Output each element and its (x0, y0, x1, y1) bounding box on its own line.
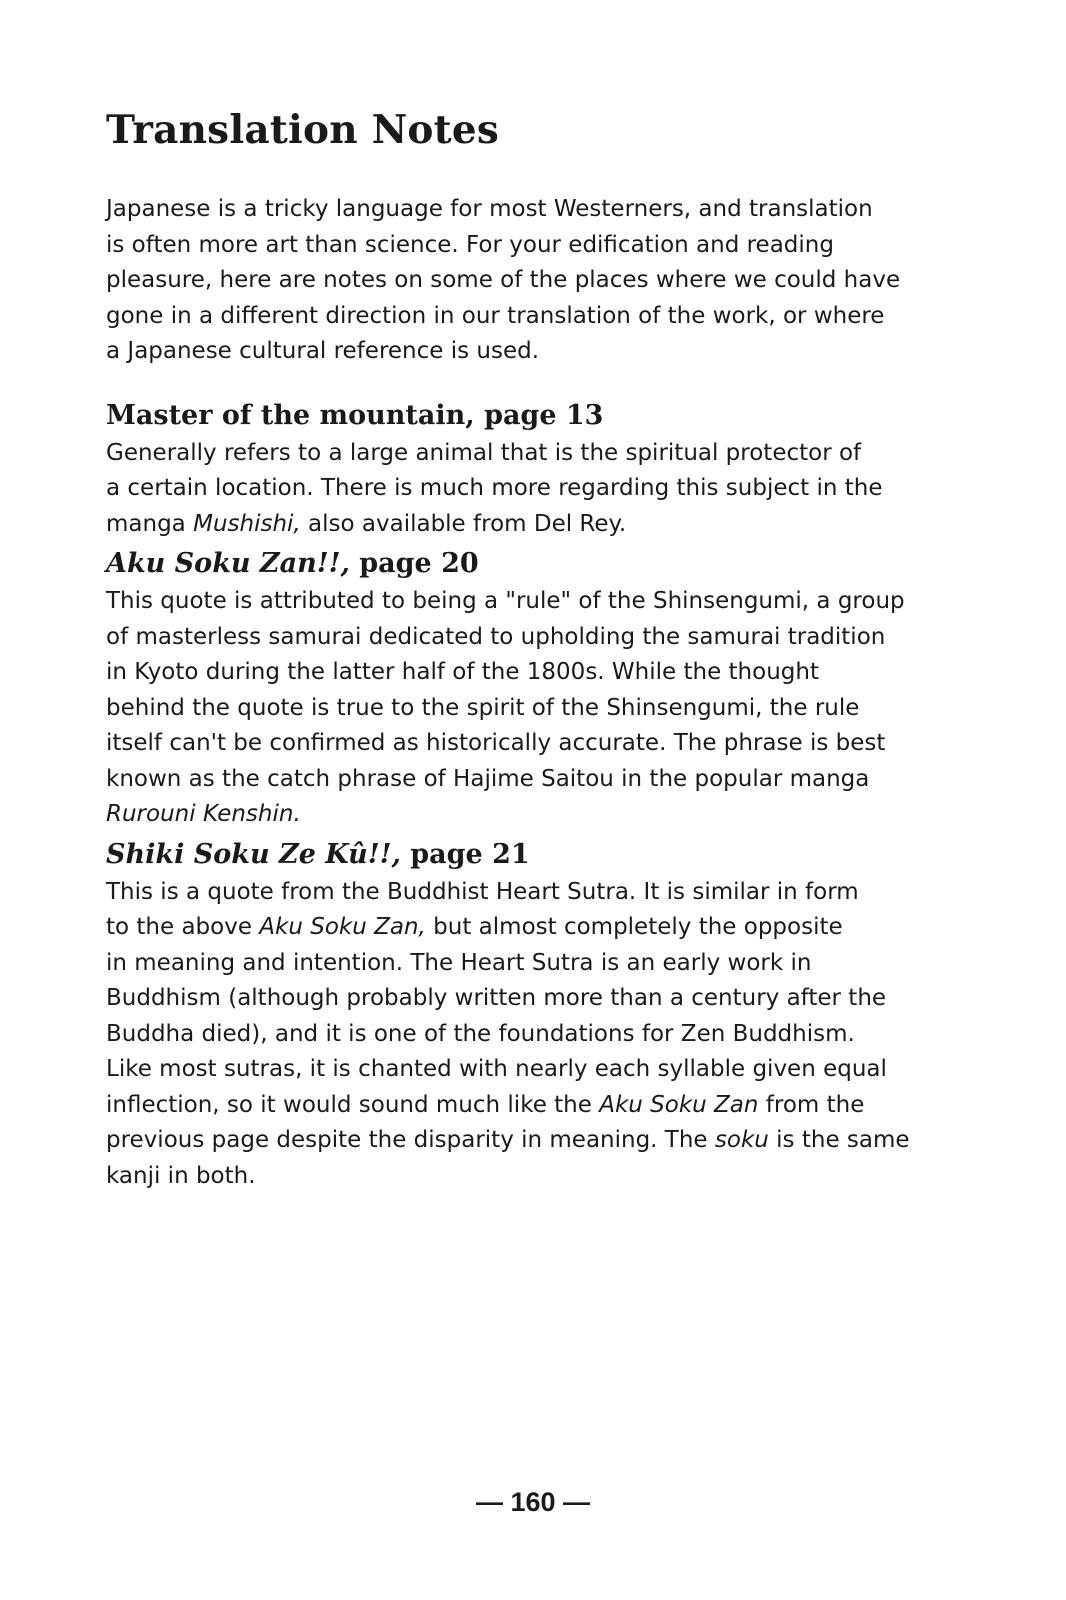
italic-term: Aku Soku Zan (599, 1091, 759, 1118)
note-body (106, 875, 976, 1195)
note-term: Aku Soku Zan!!, (106, 548, 350, 579)
note-page-ref: page 13 (484, 399, 604, 431)
note-line: kanji in both. (106, 1162, 256, 1189)
note-line (106, 1088, 976, 1124)
note-line: Buddhism (although probably written more than a century after the (106, 985, 887, 1011)
line-text: is the same (768, 1127, 910, 1153)
note-line: a certain location. There is much more regarding this subject in the (106, 475, 883, 501)
translation-note (106, 544, 976, 833)
note-line (106, 910, 976, 946)
line-text: manga (106, 510, 194, 537)
note-line: in Kyoto during the latter half of the 1800s. While the thought (106, 659, 819, 685)
note-line: Buddha died), and it is one of the foundations for Zen Buddhism. (106, 1020, 855, 1047)
note-term: Shiki Soku Ze Kû!!, (106, 838, 401, 870)
line-text: previous page despite the disparity in meaning. The (106, 1127, 715, 1153)
note-body (106, 436, 976, 543)
note-line: Like most sutras, it is chanted with nearly each syllable given equal (106, 1056, 887, 1082)
note-heading (106, 396, 976, 436)
intro-line: a Japanese cultural reference is used. (106, 338, 540, 364)
note-line: This is a quote from the Buddhist Heart Sutra. It is similar in form (106, 878, 859, 905)
note-line: Generally refers to a large animal that is the spiritual protector of (106, 439, 862, 466)
italic-term: soku (714, 1127, 769, 1153)
page-title: Translation Notes (106, 107, 500, 153)
intro-line: is often more art than science. For your edification and reading (106, 231, 834, 258)
intro-line: pleasure, here are notes on some of the places where we could have (106, 267, 901, 293)
italic-term: Aku Soku Zan, (259, 914, 426, 940)
intro-line: gone in a different direction in our translation of the work, or where (106, 302, 885, 329)
line-text: to the above (106, 914, 260, 940)
note-line: itself can't be confirmed as historically accurate. The phrase is best (106, 730, 886, 756)
note-line: of masterless samurai dedicated to upholding the samurai tradition (106, 623, 886, 650)
line-text: from the (758, 1091, 865, 1118)
note-line: in meaning and intention. The Heart Sutra is an early work in (106, 949, 812, 976)
intro-line: Japanese is a tricky language for most Westerners, and translation (106, 196, 873, 222)
note-line (106, 1123, 976, 1159)
italic-title: Mushishi, (193, 510, 301, 537)
intro-paragraph (106, 192, 976, 370)
page-content (106, 104, 976, 1196)
line-text: inflection, so it would sound much like the (106, 1091, 600, 1118)
page-number: — 160 — (475, 1487, 591, 1517)
note-heading (106, 544, 976, 584)
note-line: known as the catch phrase of Hajime Saitou in the popular manga (106, 765, 870, 792)
line-text: also available from Del Rey. (300, 510, 627, 537)
note-line (106, 797, 976, 833)
italic-title: Rurouni Kenshin. (106, 801, 301, 827)
note-page-ref: page 21 (410, 838, 530, 870)
note-page-ref: page 20 (359, 548, 479, 579)
translation-note (106, 835, 976, 1195)
note-heading (106, 835, 976, 875)
note-line (106, 507, 976, 543)
line-text: but almost completely the opposite (425, 914, 843, 940)
note-line: This quote is attributed to being a "rule" of the Shinsengumi, a group (106, 588, 905, 614)
note-term: Master of the mountain, (106, 399, 475, 431)
note-line: behind the quote is true to the spirit of the Shinsengumi, the rule (106, 694, 860, 721)
note-body (106, 584, 976, 833)
translation-note (106, 396, 976, 543)
